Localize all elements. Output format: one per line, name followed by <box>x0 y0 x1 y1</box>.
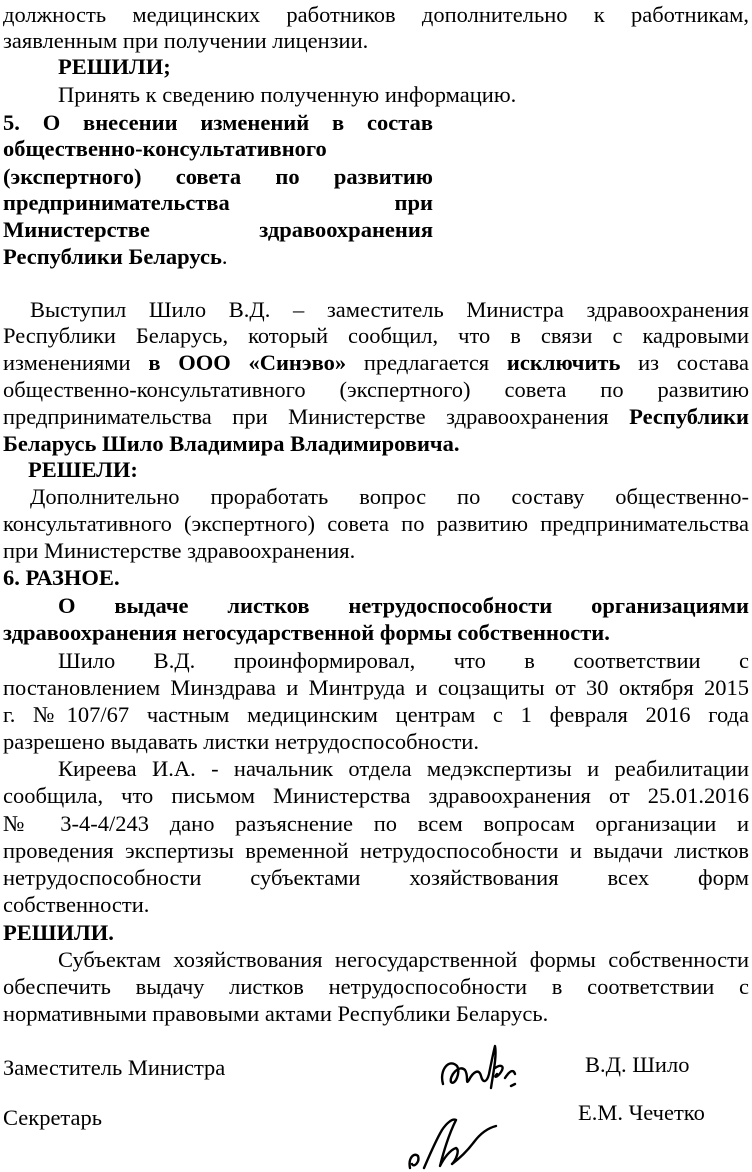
heading-text: Республики Беларусь <box>3 244 222 269</box>
text-line: Республики Беларусь, который сообщил, что в связи с кадровыми <box>3 323 749 348</box>
text-line: собственности. <box>3 892 150 917</box>
secretary-title: Секретарь <box>3 1105 103 1130</box>
section-5-heading <box>3 244 227 270</box>
text-line: сообщила, что письмом Министерства здравоохранения от 25.01.2016 <box>3 783 749 808</box>
text-span: предпринимательства при Министерстве здравоохранения <box>3 404 630 429</box>
text-line: нетрудоспособности субъектами хозяйствования всех форм <box>3 865 749 890</box>
subsection-heading: О выдаче листков нетрудоспособности организациями <box>58 593 749 618</box>
text-line: № 3-4-4/243 дано разъяснение по всем вопросам организации и <box>3 811 749 836</box>
text-line <box>3 350 749 376</box>
text-line: Выступил Шило В.Д. – заместитель Министра здравоохранения <box>30 297 749 322</box>
decision-heading: РЕШЕЛИ: <box>28 457 138 482</box>
text-span: из состава <box>620 350 749 375</box>
text-line: общественно-консультативного (экспертного) совета по развитию <box>3 377 749 402</box>
text-line: при Министерстве здравоохранения. <box>3 538 356 563</box>
text-line: Дополнительно проработать вопрос по составу общественно- <box>30 484 749 509</box>
section-5-heading: 5. О внесении изменений в состав <box>3 110 433 135</box>
text-line: Киреева И.А. - начальник отдела медэкспертизы и реабилитации <box>58 756 749 781</box>
text-line: консультативного (экспертного) совета по развитию предпринимательства <box>3 511 749 536</box>
secretary-name: Е.М. Чечетко <box>578 1100 705 1125</box>
section-5-heading: общественно-консультативного <box>3 136 327 161</box>
section-6-heading: 6. РАЗНОЕ. <box>3 565 120 590</box>
text-line: нормативными правовыми актами Республики Беларусь. <box>3 1001 549 1026</box>
decision-heading: РЕШИЛИ. <box>3 920 114 945</box>
deputy-minister-title: Заместитель Министра <box>3 1055 226 1080</box>
text-line: должность медицинских работников дополнительно к работникам, <box>3 2 749 27</box>
emphasis-text: исключить <box>506 350 621 375</box>
text-line: постановлением Минздрава и Минтруда и соцзащиты от 30 октября 2015 <box>3 675 749 700</box>
section-5-heading: (экспертного) совета по развитию <box>3 164 433 189</box>
text-line: Беларусь Шило Владимира Владимировича. <box>3 431 460 456</box>
text-span: изменениями <box>3 350 149 375</box>
section-5-heading: Министерстве здравоохранения <box>3 217 433 242</box>
text-line: разрешено выдавать листки нетрудоспособности. <box>3 729 479 754</box>
text-line: Принять к сведению полученную информацию. <box>58 82 517 107</box>
deputy-signature-icon <box>435 1038 545 1098</box>
text-line: Шило В.Д. проинформировал, что в соответствии с <box>58 648 749 673</box>
text-span: предлагается <box>346 350 507 375</box>
heading-period: . <box>221 244 228 269</box>
text-line: заявленным при получении лицензии. <box>3 28 369 53</box>
text-line: проведения экспертизы временной нетрудоспособности и выдачи листков <box>3 838 749 863</box>
text-line: Субъектам хозяйствования негосударственной формы собственности <box>58 947 749 972</box>
deputy-minister-name: В.Д. Шило <box>585 1052 690 1077</box>
emphasis-text: Республики <box>629 404 749 429</box>
text-line <box>3 404 749 430</box>
text-line: г. №107/67 частным медицинским центрам с 1 февраля 2016 года <box>3 702 749 727</box>
subsection-heading: здравоохранения негосударственной формы собственности. <box>3 620 610 645</box>
section-5-heading: предпринимательства при <box>3 190 433 215</box>
decision-heading: РЕШИЛИ; <box>58 54 171 79</box>
secretary-signature-icon <box>400 1110 510 1172</box>
company-name: в ООО «Синэво» <box>148 350 347 375</box>
text-line: обеспечить выдачу листков нетрудоспособности в соответствии с <box>3 974 749 999</box>
